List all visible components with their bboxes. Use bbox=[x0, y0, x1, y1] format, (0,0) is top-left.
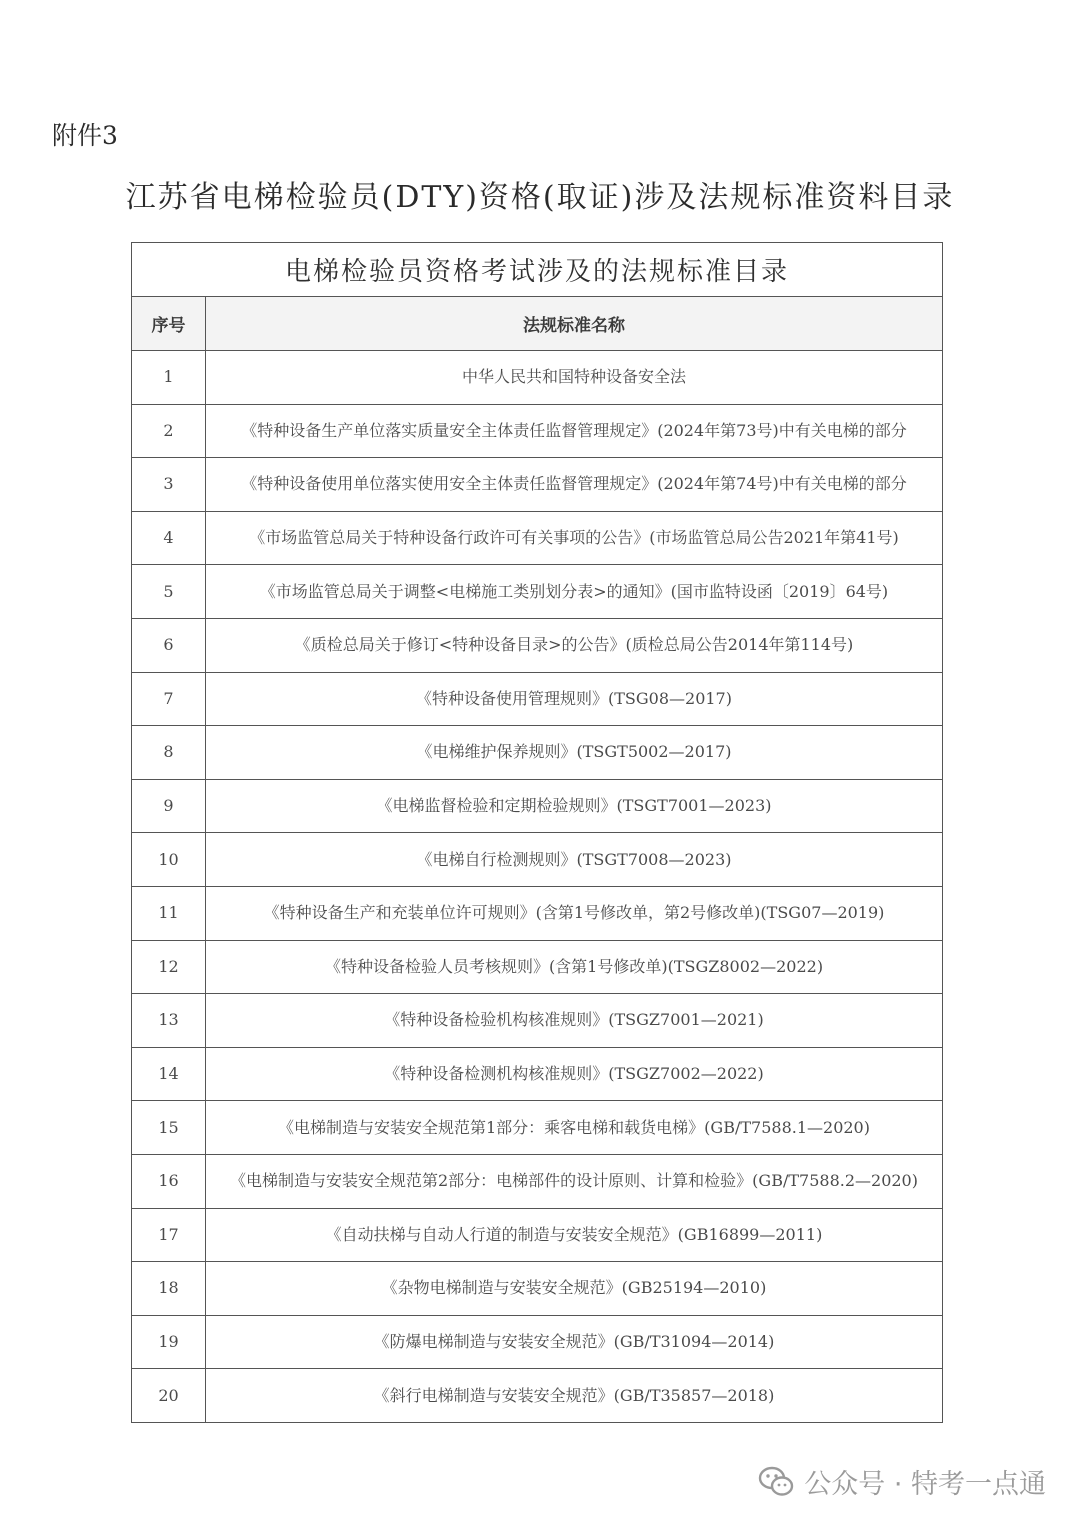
watermark bbox=[756, 1461, 1046, 1501]
row-regulation-name: 《电梯监督检验和定期检验规则》(TSGT7001—2023) bbox=[206, 779, 943, 833]
row-number: 15 bbox=[132, 1101, 206, 1155]
table-caption: 电梯检验员资格考试涉及的法规标准目录 bbox=[132, 243, 943, 297]
table-row bbox=[132, 886, 943, 940]
row-regulation-name: 《防爆电梯制造与安装安全规范》(GB/T31094—2014) bbox=[206, 1315, 943, 1369]
table-row bbox=[132, 994, 943, 1048]
row-number: 2 bbox=[132, 404, 206, 458]
table-row bbox=[132, 940, 943, 994]
watermark-text: 公众号 · 特考一点通 bbox=[804, 1468, 1046, 1500]
row-regulation-name: 中华人民共和国特种设备安全法 bbox=[206, 351, 943, 405]
row-regulation-name: 《特种设备使用管理规则》(TSG08—2017) bbox=[206, 672, 943, 726]
table-row bbox=[132, 1315, 943, 1369]
header-name: 法规标准名称 bbox=[206, 297, 943, 351]
table-row bbox=[132, 1154, 943, 1208]
row-regulation-name: 《特种设备检测机构核准规则》(TSGZ7002—2022) bbox=[206, 1047, 943, 1101]
row-number: 19 bbox=[132, 1315, 206, 1369]
row-regulation-name: 《特种设备生产单位落实质量安全主体责任监督管理规定》(2024年第73号)中有关电梯的部分 bbox=[206, 404, 943, 458]
table-row bbox=[132, 1208, 943, 1262]
table-row bbox=[132, 1101, 943, 1155]
header-number: 序号 bbox=[132, 297, 206, 351]
row-number: 6 bbox=[132, 618, 206, 672]
table-row bbox=[132, 1262, 943, 1316]
attachment-label: 附件3 bbox=[52, 121, 118, 150]
table-row bbox=[132, 1369, 943, 1423]
row-number: 14 bbox=[132, 1047, 206, 1101]
row-regulation-name: 《电梯制造与安装安全规范第2部分：电梯部件的设计原则、计算和检验》(GB/T7588.2—2020) bbox=[206, 1154, 943, 1208]
row-regulation-name: 《斜行电梯制造与安装安全规范》(GB/T35857—2018) bbox=[206, 1369, 943, 1423]
table-row bbox=[132, 726, 943, 780]
row-regulation-name: 《特种设备生产和充装单位许可规则》(含第1号修改单，第2号修改单)(TSG07—2019) bbox=[206, 886, 943, 940]
row-number: 4 bbox=[132, 511, 206, 565]
row-number: 1 bbox=[132, 351, 206, 405]
row-regulation-name: 《市场监管总局关于特种设备行政许可有关事项的公告》(市场监管总局公告2021年第41号) bbox=[206, 511, 943, 565]
table-row bbox=[132, 458, 943, 512]
table-row bbox=[132, 618, 943, 672]
row-number: 13 bbox=[132, 994, 206, 1048]
table-row bbox=[132, 833, 943, 887]
regulation-table bbox=[131, 242, 943, 1423]
row-number: 8 bbox=[132, 726, 206, 780]
row-regulation-name: 《特种设备使用单位落实使用安全主体责任监督管理规定》(2024年第74号)中有关电梯的部分 bbox=[206, 458, 943, 512]
row-number: 17 bbox=[132, 1208, 206, 1262]
row-number: 20 bbox=[132, 1369, 206, 1423]
row-regulation-name: 《市场监管总局关于调整<电梯施工类别划分表>的通知》(国市监特设函〔2019〕64号) bbox=[206, 565, 943, 619]
row-regulation-name: 《质检总局关于修订<特种设备目录>的公告》(质检总局公告2014年第114号) bbox=[206, 618, 943, 672]
row-regulation-name: 《电梯制造与安装安全规范第1部分：乘客电梯和载货电梯》(GB/T7588.1—2020) bbox=[206, 1101, 943, 1155]
table-row bbox=[132, 404, 943, 458]
table-row bbox=[132, 1047, 943, 1101]
row-number: 5 bbox=[132, 565, 206, 619]
row-number: 7 bbox=[132, 672, 206, 726]
document-title: 江苏省电梯检验员(DTY)资格(取证)涉及法规标准资料目录 bbox=[125, 180, 955, 215]
row-number: 9 bbox=[132, 779, 206, 833]
table-row bbox=[132, 351, 943, 405]
row-regulation-name: 《电梯自行检测规则》(TSGT7008—2023) bbox=[206, 833, 943, 887]
row-number: 12 bbox=[132, 940, 206, 994]
row-number: 10 bbox=[132, 833, 206, 887]
row-regulation-name: 《电梯维护保养规则》(TSGT5002—2017) bbox=[206, 726, 943, 780]
row-regulation-name: 《特种设备检验人员考核规则》(含第1号修改单)(TSGZ8002—2022) bbox=[206, 940, 943, 994]
table-row bbox=[132, 672, 943, 726]
row-regulation-name: 《自动扶梯与自动人行道的制造与安装安全规范》(GB16899—2011) bbox=[206, 1208, 943, 1262]
wechat-icon bbox=[756, 1461, 796, 1501]
table-row bbox=[132, 565, 943, 619]
row-number: 18 bbox=[132, 1262, 206, 1316]
table-header-row bbox=[132, 297, 943, 351]
row-regulation-name: 《杂物电梯制造与安装安全规范》(GB25194—2010) bbox=[206, 1262, 943, 1316]
table-row bbox=[132, 511, 943, 565]
row-regulation-name: 《特种设备检验机构核准规则》(TSGZ7001—2021) bbox=[206, 994, 943, 1048]
row-number: 3 bbox=[132, 458, 206, 512]
table-row bbox=[132, 779, 943, 833]
row-number: 11 bbox=[132, 886, 206, 940]
row-number: 16 bbox=[132, 1154, 206, 1208]
